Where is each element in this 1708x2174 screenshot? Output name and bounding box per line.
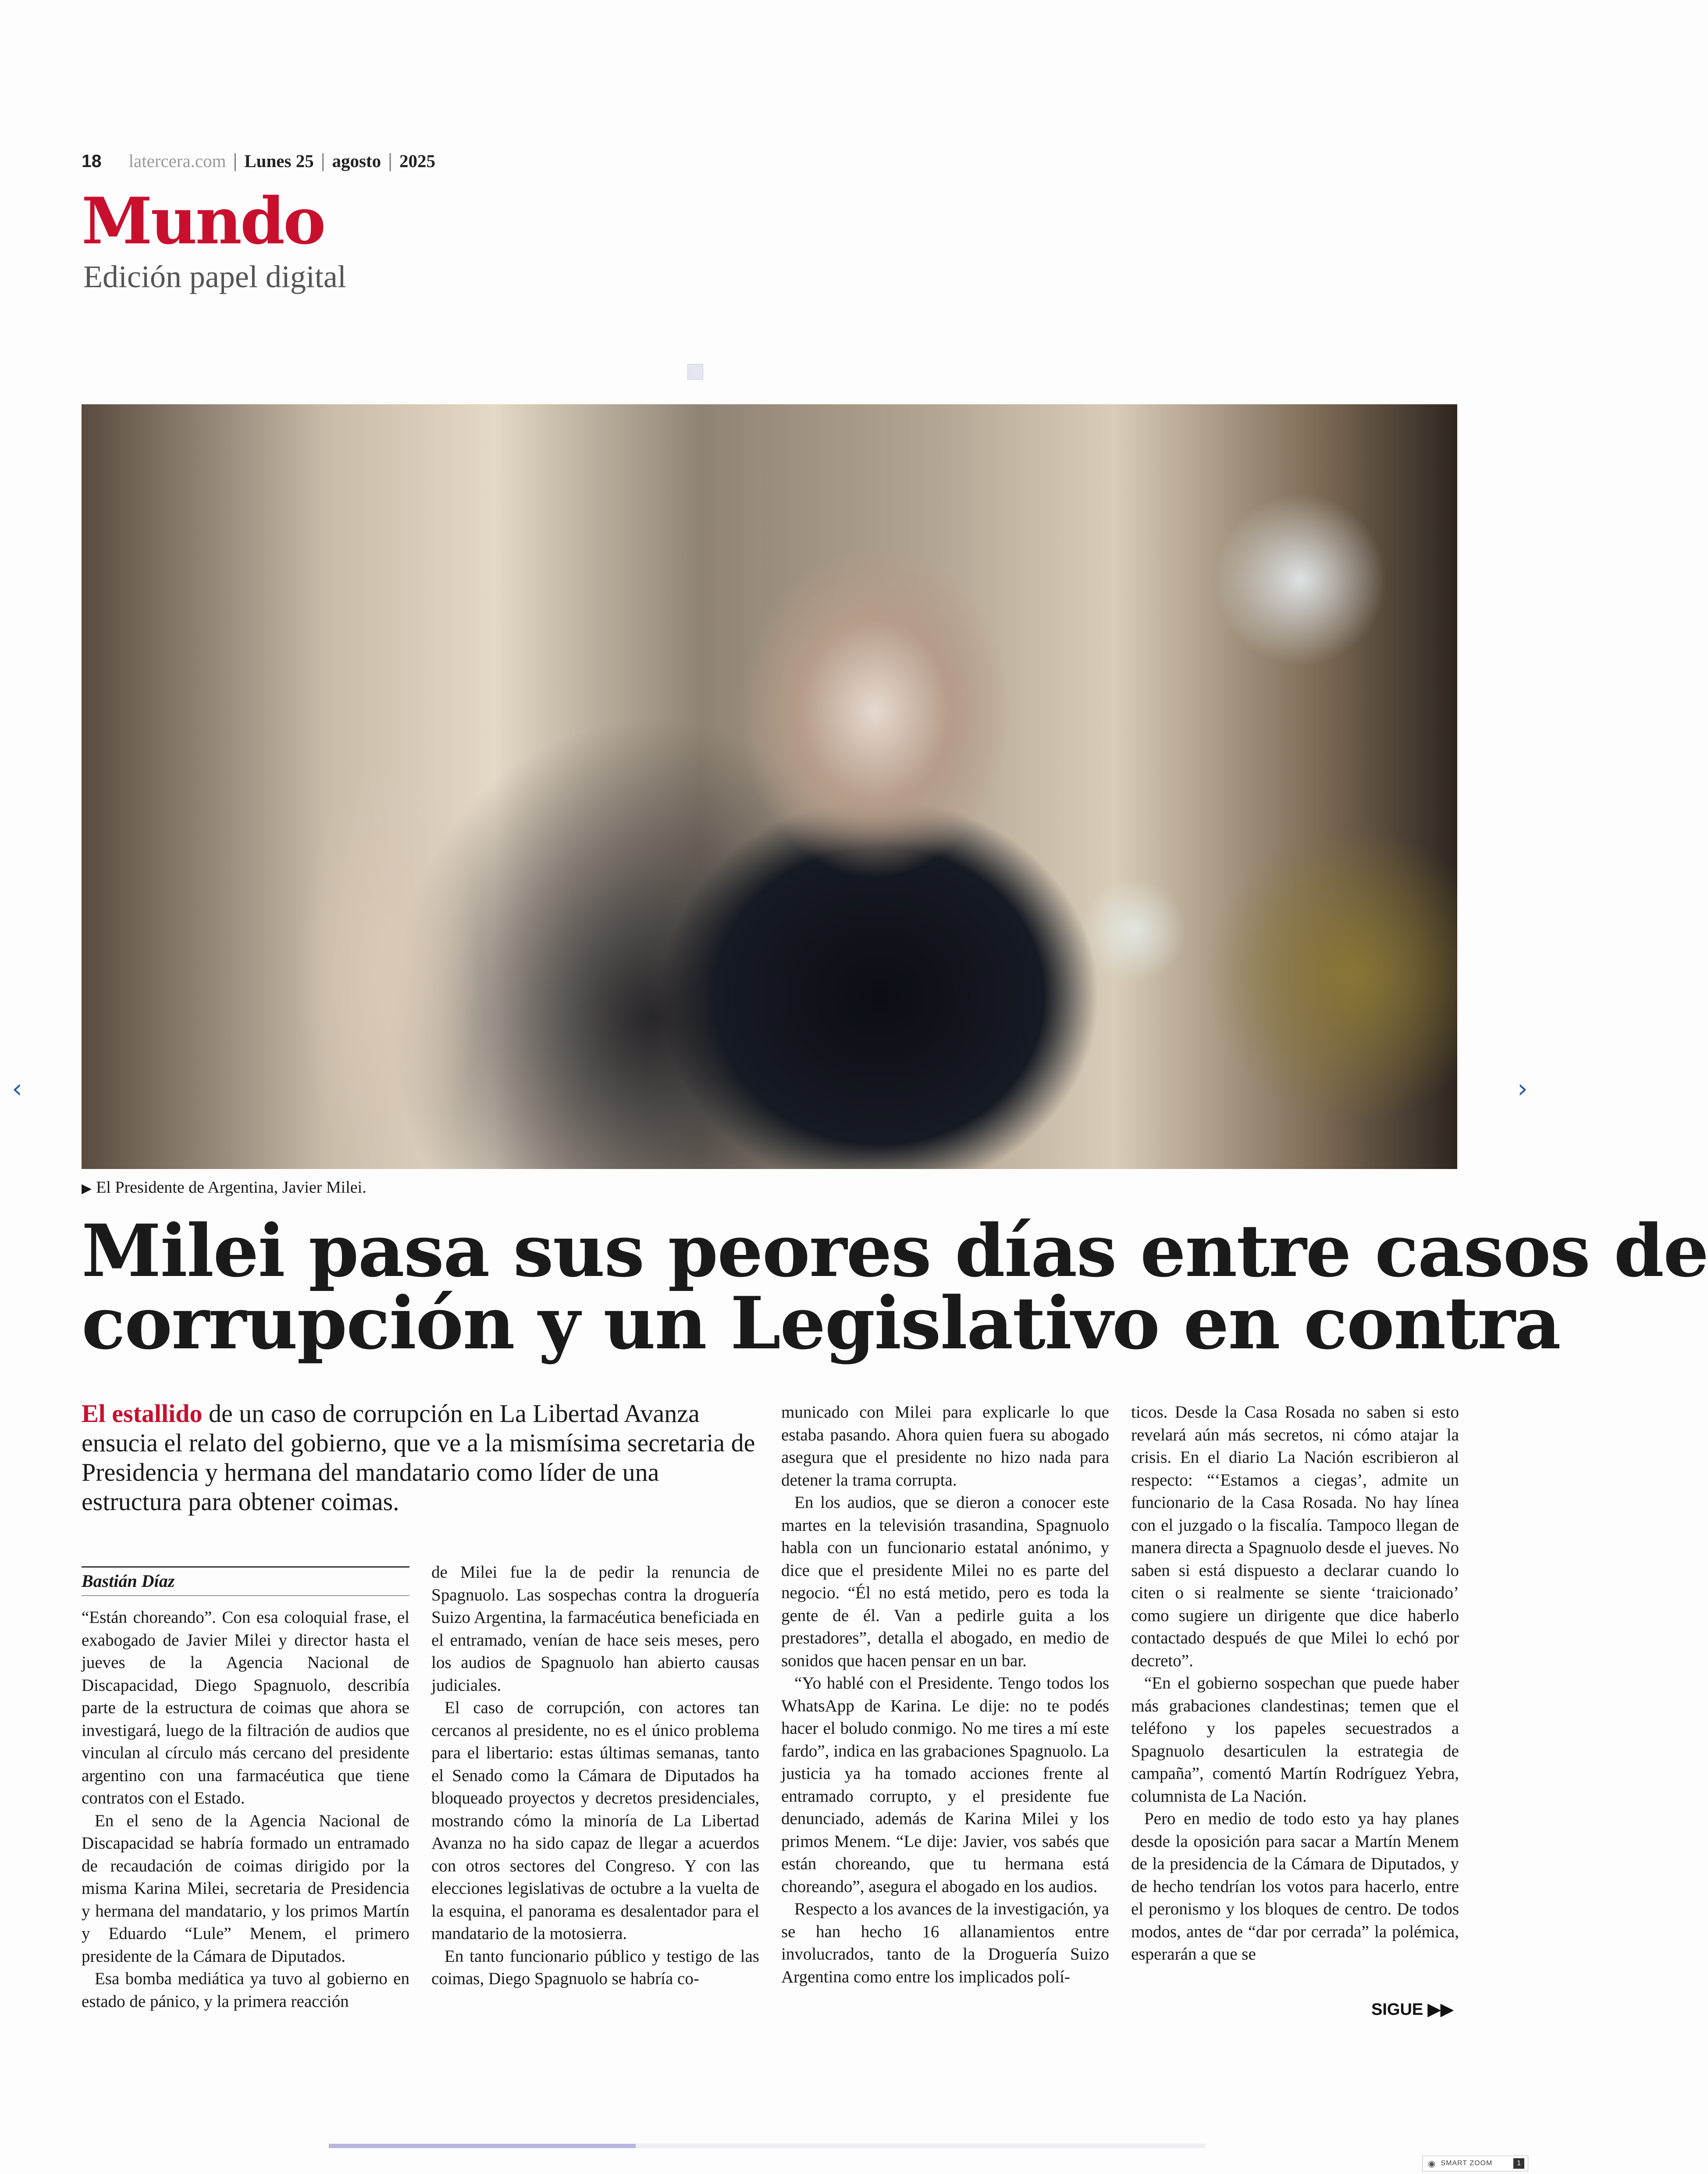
author-byline: Bastián Díaz (82, 1571, 175, 1591)
paragraph: El caso de corrupción, con actores tan cercanos al presidente, no es el único problema para el libertario: estas últimas semanas, tanto el Senado como la Cámara de Diputados ha bloqueado proyectos y decretos presidenciales, mostrando cómo la minoría de La Libertad Avanza no ha sido capaz de llegar a acuerdos con otros sectores del Congreso. Y con las elecciones legislativas de octubre a la vuelta de la esquina, el panorama es desalentador para el mandatario de la motosierra. (431, 1698, 759, 1943)
caption-arrow-icon: ▶ (82, 1181, 92, 1196)
body-column-4 (1131, 1401, 1459, 1966)
page-thumbnail-icon[interactable] (687, 364, 703, 380)
article-headline (82, 1208, 1708, 1365)
paragraph: “Están choreando”. Con esa coloquial frase, el exabogado de Javier Milei y director hasta el jueves de la Agencia Nacional de Discapacidad, Diego Spagnuolo, describía parte de la estructura de coimas que ahora se investigará, luego de la filtración de audios que vinculan al círculo más cercano del presidente argentino con una farmacéutica que tiene contratos con el Estado. (82, 1608, 409, 1807)
lead-photo (82, 404, 1457, 1169)
divider: | (232, 150, 238, 171)
page-scroll-thumb[interactable] (329, 2144, 636, 2148)
paragraph: En tanto funcionario público y testigo de las coimas, Diego Spagnuolo se habría co- (431, 1946, 759, 1988)
continue-label: SIGUE ▶▶ (1371, 2000, 1454, 2019)
article-lead (82, 1399, 757, 1516)
paragraph: “Yo hablé con el Presidente. Tengo todos los WhatsApp de Karina. Le dije: no te podés hacer el boludo conmigo. No me tires a mí este fardo”, indica en las grabaciones Spagnuolo. La justicia ya ha tomado acciones frente al entramado corrupto, y el presidente fue denunciado, además de Karina Milei y los primos Menem. “Le dije: Javier, vos sabés que están choreando, que tu hermana está choreando”, asegura el abogado en los audios. (781, 1674, 1109, 1896)
lead-kicker: El estallido (82, 1399, 203, 1428)
page-indicator: 1 (1513, 2158, 1524, 2169)
divider: | (320, 150, 326, 171)
page-number: 18 (82, 150, 102, 171)
author-divider (82, 1595, 409, 1596)
body-column-3 (781, 1401, 1109, 1988)
lead-text: de un caso de corrupción en La Libertad Avanza ensucia el relato del gobierno, que ve a la mismísima secretaria de Presidencia y hermana del mandatario como líder de una estructura para obtener coimas. (82, 1399, 755, 1516)
site-name: latercera.com (128, 151, 226, 171)
chevron-right-icon[interactable]: › (1517, 1073, 1528, 1104)
smart-zoom-label: SMART ZOOM (1441, 2160, 1493, 2167)
edition-label: Edición papel digital (83, 259, 346, 294)
paragraph: Esa bomba mediática ya tuvo al gobierno en estado de pánico, y la primera reacción (82, 1969, 409, 2011)
paragraph: de Milei fue la de pedir la renuncia de Spagnuolo. Las sospechas contra la droguería Suizo Argentina, la farmacéutica beneficiada en el entramado, venían de hace seis meses, pero los audios de Spagnuolo han abierto causas judiciales. (431, 1563, 759, 1695)
paragraph: “En el gobierno sospechan que puede haber más grabaciones clandestinas; temen que el teléfono y los papeles secuestrados a Spagnuolo desarticulen la estrategia de campaña”, comentó Martín Rodríguez Yebra, columnista de La Nación. (1131, 1674, 1459, 1806)
date-year: 2025 (399, 151, 435, 171)
photo-caption (82, 1178, 367, 1197)
eye-icon: ◉ (1428, 2159, 1436, 2169)
smart-zoom-button[interactable] (1422, 2156, 1528, 2171)
body-column-1 (82, 1606, 409, 2013)
headline-line-2: corrupción y un Legislativo en contra (82, 1281, 1560, 1365)
date-day: Lunes 25 (244, 151, 314, 171)
paragraph: En los audios, que se dieron a conocer este martes en la televisión trasandina, Spagnuolo habla con un funcionario estatal anónimo, y dice que el presidente Milei no es parte del negocio. “Él no está metido, pero es toda la gente de él. Van a pedirle guita a los prestadores”, detalla el abogado, en medio de sonidos que hacen pensar en un bar. (781, 1493, 1109, 1670)
divider: | (387, 150, 393, 171)
body-column-2 (431, 1561, 759, 1990)
headline-line-1: Milei pasa sus peores días entre casos de (82, 1208, 1708, 1293)
paragraph: municado con Milei para explicarle lo que estaba pasando. Ahora quien fuera su abogado asegura que el presidente no hizo nada para detener la trama corrupta. (781, 1403, 1109, 1490)
date-month: agosto (332, 151, 381, 171)
paragraph: Pero en medio de todo esto ya hay planes desde la oposición para sacar a Martín Menem de la presidencia de la Cámara de Diputados, y de hecho tendrían los votos para hacerlo, entre el peronismo y los bloques de centro. De todos modos, antes de “dar por cerrada” la polémica, esperarán a que se (1131, 1809, 1459, 1964)
author-rule (82, 1566, 409, 1568)
paragraph: Respecto a los avances de la investigación, ya se han hecho 16 allanamientos entre involucrados, tanto de la Droguería Suizo Argentina como entre los implicados polí- (781, 1900, 1109, 1986)
chevron-left-icon[interactable]: ‹ (12, 1073, 22, 1104)
page-header (82, 150, 435, 171)
paragraph: ticos. Desde la Casa Rosada no saben si esto revelará aún más secretos, ni cómo atajar la crisis. En el diario La Nación escribieron al respecto: “‘Estamos a ciegas’, admite un funcionario de la Casa Rosada. No hay línea con el juzgado o la fiscalía. Tampoco llegan de manera directa a Spagnuolo desde el jueves. No saben si está dispuesto a declarar cuando lo citen o si realmente se siente ‘traicionado’ como sugiere un dirigente que dice haberlo contactado después de que Milei lo echó por decreto”. (1131, 1403, 1459, 1670)
caption-text: El Presidente de Argentina, Javier Milei. (96, 1178, 367, 1197)
paragraph: En el seno de la Agencia Nacional de Discapacidad se habría formado un entramado de recaudación de coimas dirigido por la misma Karina Milei, secretaria de Presidencia y hermana del mandatario, y los primos Martín y Eduardo “Lule” Menem, el primero presidente de la Cámara de Diputados. (82, 1811, 409, 1966)
section-title: Mundo (82, 184, 324, 259)
